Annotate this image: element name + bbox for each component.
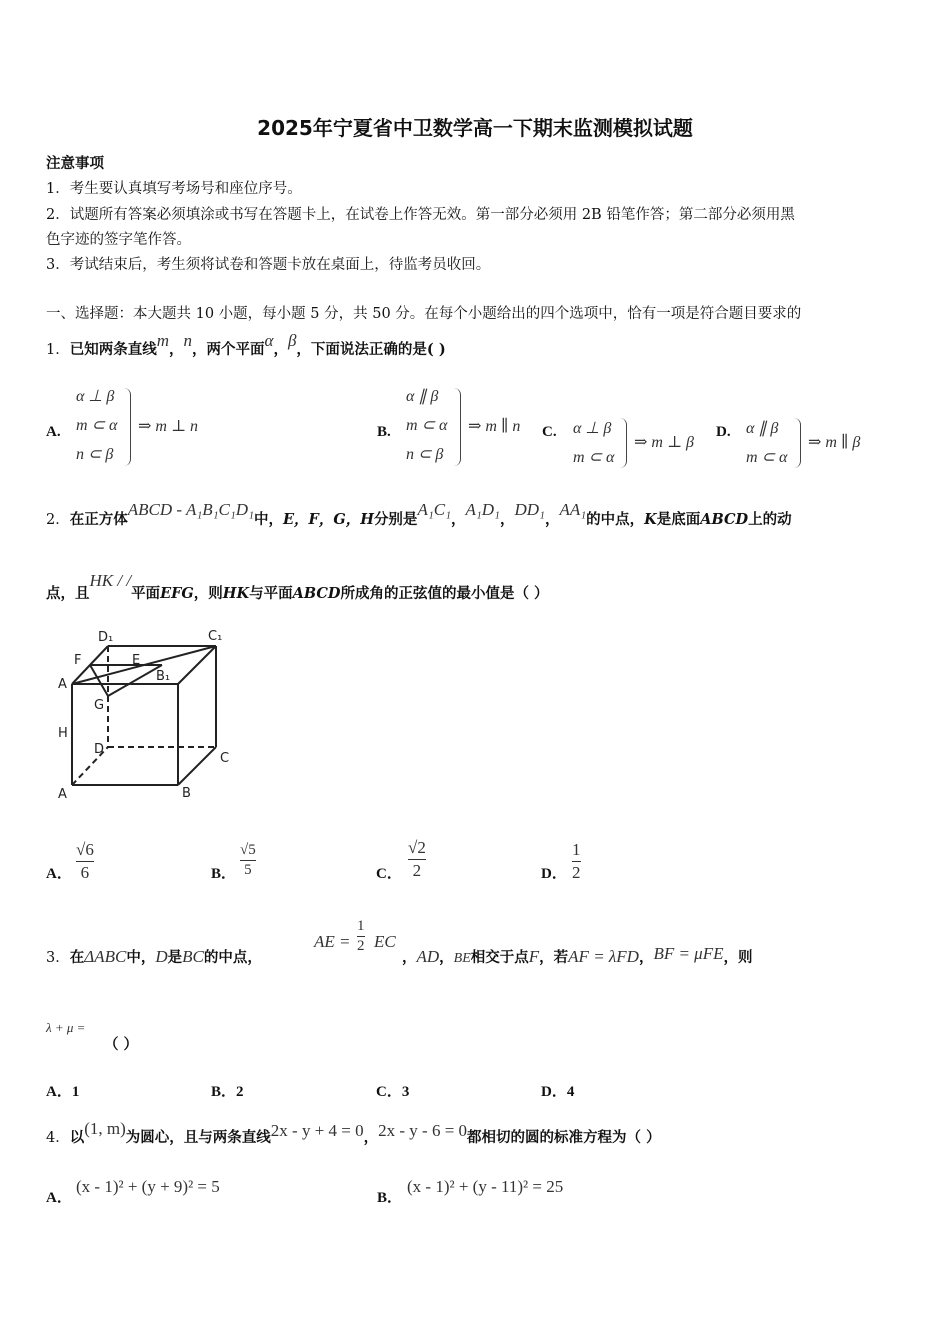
option-a-fraction: √6 6 xyxy=(76,840,94,882)
option-label: A． xyxy=(46,1190,72,1206)
brace xyxy=(620,418,627,468)
cube-figure xyxy=(50,622,250,807)
lambda-mu: λ + μ = xyxy=(46,1020,86,1035)
section-heading: 一、选择题：本大题共 10 小题，每小题 5 分，共 50 分。在每个小题给出的四个选项中，恰有一项是符合题目要求的 xyxy=(46,306,802,322)
option-c-fraction: √2 2 xyxy=(408,838,426,880)
question-1-stem: 1．已知两条直线m，n，两个平面α，β，下面说法正确的是( ) xyxy=(46,331,446,358)
option-label: D. xyxy=(716,424,731,440)
label-A: A xyxy=(58,787,67,802)
half-fraction: 1 2 xyxy=(357,918,365,954)
option-b-equation: (x - 1)² + (y - 11)² = 25 xyxy=(407,1177,564,1196)
option-label: B． xyxy=(377,1190,403,1206)
option-label: B． xyxy=(211,866,237,882)
page-title: 2025年宁夏省中卫数学高一下期末监测模拟试题 xyxy=(257,116,693,140)
segment-FG xyxy=(90,665,108,696)
question-3-stem: 3．在ΔABC中，D是BC的中点， xyxy=(46,947,262,966)
label-B: B xyxy=(182,786,191,801)
label-F: F xyxy=(74,653,82,668)
cube-edge xyxy=(178,747,216,785)
question-3-stem-b: ，AD，BE相交于点F，若AF = λFD，BF = μFE，则 xyxy=(402,944,753,966)
question-number: 1． xyxy=(46,342,70,358)
label-G: G xyxy=(94,698,105,713)
option-a-equation: (x - 1)² + (y + 9)² = 5 xyxy=(76,1177,220,1196)
segment-GE xyxy=(108,665,162,696)
option-label: D． xyxy=(541,866,567,882)
notice-item: 色字迹的签字笔作答。 xyxy=(46,232,191,248)
option-a-result: ⇒ m ⊥ n xyxy=(138,418,199,435)
option-c-system: α ⊥ β m ⊂ α xyxy=(573,420,615,466)
option-label: A． xyxy=(46,866,72,882)
brace xyxy=(794,418,801,468)
option-a: A．1 xyxy=(46,1084,80,1100)
option-d-fraction: 1 2 xyxy=(572,840,581,882)
notice-item: 1．考生要认真填写考场号和座位序号。 xyxy=(46,181,302,197)
question-2-stem-cont: 点，且HK / /平面EFG，则HK与平面ABCD所成角的正弦值的最小值是（ ） xyxy=(46,571,549,602)
option-d-result: ⇒ m ∥ β xyxy=(808,434,861,451)
option-b-result: ⇒ m ∥ n xyxy=(468,418,521,435)
label-E: E xyxy=(132,653,141,668)
label-D1: D₁ xyxy=(98,630,114,645)
option-d-system: α ∥ β m ⊂ α xyxy=(746,420,788,466)
option-d: D．4 xyxy=(541,1084,575,1100)
option-label: B. xyxy=(377,424,391,440)
label-H: H xyxy=(58,726,68,741)
option-b-system: α ∥ β m ⊂ α n ⊂ β xyxy=(406,388,448,463)
option-label: C. xyxy=(542,424,557,440)
ae-equation-right: EC xyxy=(374,932,396,951)
label-A1: A xyxy=(58,677,67,692)
option-label: C． xyxy=(376,866,402,882)
option-b-fraction: √5 5 xyxy=(240,842,256,878)
label-C: C xyxy=(220,751,230,766)
answer-paren: （ ） xyxy=(104,1036,139,1053)
ae-equation-left: AE = xyxy=(314,932,351,951)
brace xyxy=(124,388,131,466)
notice-heading: 注意事项 xyxy=(46,155,104,172)
label-C1: C₁ xyxy=(208,629,223,644)
question-2-stem: 2．在正方体ABCD - A₁B₁C₁D₁中，E，F，G，H分别是A₁C₁，A₁D₁，DD₁，AA₁的中点，K是底面ABCD上的动 xyxy=(46,500,792,528)
label-B1: B₁ xyxy=(156,669,171,684)
option-c-result: ⇒ m ⊥ β xyxy=(634,434,694,451)
question-4-stem: 4．以(1, m)为圆心，且与两条直线2x - y + 4 = 0，2x - y - 6 = 0都相切的圆的标准方程为（ ） xyxy=(46,1119,661,1146)
label-D: D xyxy=(94,742,105,757)
brace xyxy=(454,388,461,466)
notice-item: 2．试题所有答案必须填涂或书写在答题卡上，在试卷上作答无效。第一部分必须用 2B 铅笔作答；第二部分必须用黑 xyxy=(46,207,795,223)
option-b: B．2 xyxy=(211,1084,244,1100)
option-label: A. xyxy=(46,424,61,440)
option-c: C．3 xyxy=(376,1084,410,1100)
option-a-system: α ⊥ β m ⊂ α n ⊂ β xyxy=(76,388,118,463)
notice-item: 3．考试结束后，考生须将试卷和答题卡放在桌面上，待监考员收回。 xyxy=(46,257,491,273)
